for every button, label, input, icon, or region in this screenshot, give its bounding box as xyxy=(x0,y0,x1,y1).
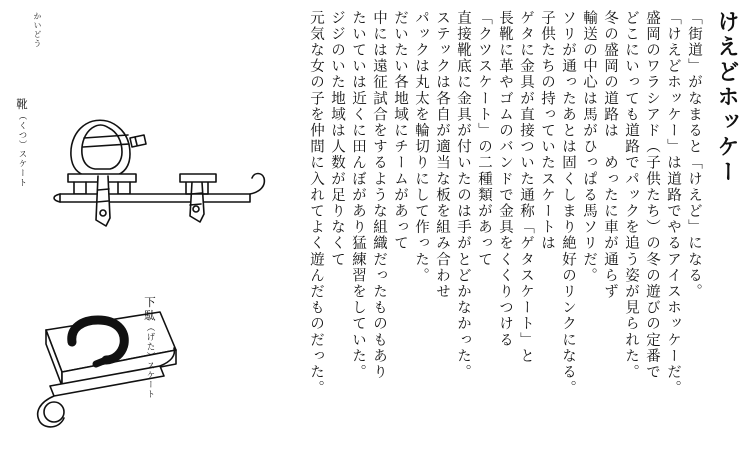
body-line-16: 中には遠征試合をするような組織だったものもあり xyxy=(371,10,387,381)
geta-skate-label-main: 下駄 xyxy=(143,296,157,323)
vertical-text-block xyxy=(302,8,737,454)
page-title: けえどホッケー xyxy=(714,10,739,185)
geta-skate-illustration xyxy=(10,290,200,440)
kaidou-ruby: かいどう xyxy=(33,12,42,48)
body-line-17: たいていは近くに田んぼがあり猛練習をしていた。 xyxy=(350,10,366,381)
body-line-1: 「街道」がなまると「けえど」になる。 xyxy=(686,10,702,300)
shoe-skate-illustration xyxy=(40,108,280,238)
body-line-3: 盛岡のワラシアド（子供たち）の冬の遊びの定番で xyxy=(644,10,660,381)
body-line-8: 子供たちの持っていたスケートは xyxy=(539,10,555,252)
body-line-7: ソリが通ったあとは固くしまり絶好のリンクになる。 xyxy=(560,10,576,397)
body-line-19: 元気な女の子を仲間に入れてよく遊んだものだった。 xyxy=(308,10,324,397)
body-line-12: 直接靴底に金具が付いたのは手がとどかなかった。 xyxy=(455,10,471,381)
body-line-14: パックは丸太を輪切りにして作った。 xyxy=(413,10,429,284)
body-line-5: 冬の盛岡の道路は めったに車が通らず xyxy=(602,10,618,300)
geta-skate-label-tail: スケート xyxy=(145,361,155,399)
geta-skate-label-sub: （げた） xyxy=(145,323,155,361)
body-line-10: 長靴に革やゴムのバンドで金具をくくりつける xyxy=(497,10,513,349)
body-line-15: だいたい各地域にチームがあって xyxy=(392,10,408,252)
shoe-skate-label-tail: スケート xyxy=(17,149,27,188)
body-line-2: 「けえどホッケー」は道路でやるアイスホッケーだ。 xyxy=(665,10,681,397)
body-line-13: ステックは各自が適当な板を組み合わせ xyxy=(434,10,450,300)
geta-skate-label xyxy=(142,296,158,399)
body-line-9: ゲタに金具が直接ついた通称「ゲタスケート」と xyxy=(518,10,534,365)
body-line-18: ジジのいた地域は人数が足りなくて xyxy=(329,10,345,268)
body-line-4: どこにいっても道路でパックを追う姿が見られた。 xyxy=(623,10,639,381)
shoe-skate-label-sub: （くつ） xyxy=(17,111,27,150)
body-line-11: 「クツスケート」の二種類があって xyxy=(476,10,492,268)
body-line-6: 輸送の中心は馬がひっぱる馬ソリだ。 xyxy=(581,10,597,284)
shoe-skate-label xyxy=(14,98,30,188)
shoe-skate-label-main: 靴 xyxy=(15,98,29,112)
